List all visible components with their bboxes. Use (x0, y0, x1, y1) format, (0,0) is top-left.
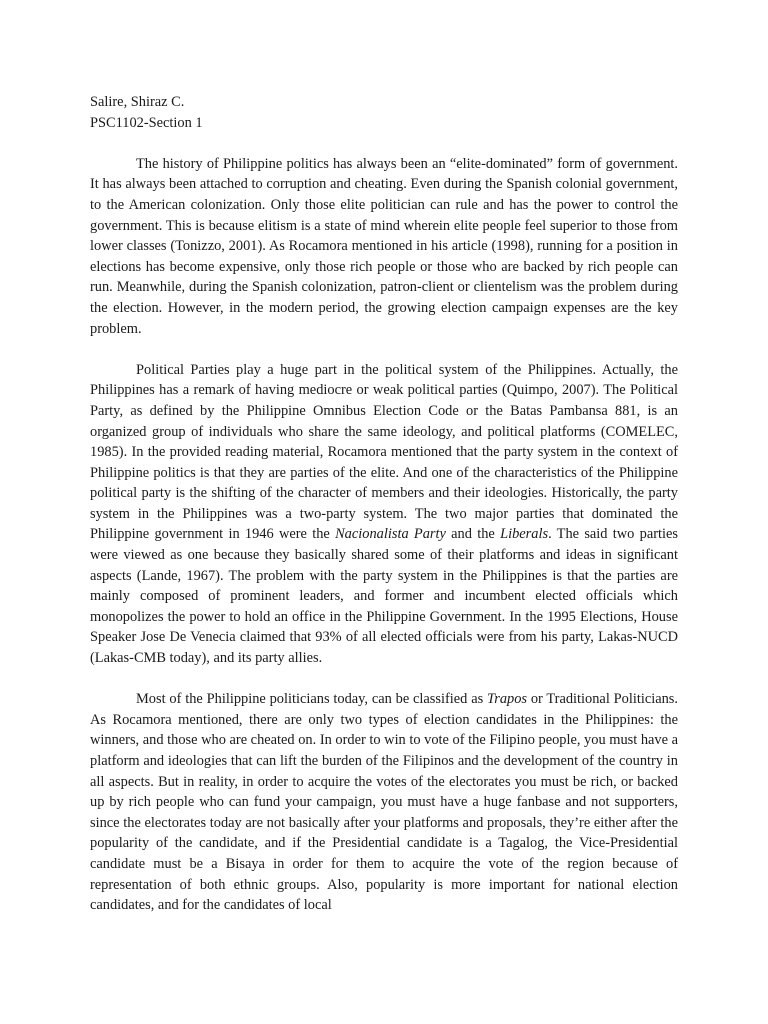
paragraph-3-text-a: Most of the Philippine politicians today, can be classified as (136, 691, 488, 708)
paragraph-1 (90, 154, 678, 339)
paragraph-3-italic-trapos: Trapos (487, 691, 528, 708)
course-section: PSC1102-Section 1 (90, 114, 203, 131)
paragraph-1-text: The history of Philippine politics has always been an “elite-dominated” form of government. It has always been attached to corruption and cheating. Even during the Spanish colonial government, to the American colonization. Only those elite politician can rule and has the power to control the government. This is because elitism is a state of mind wherein elite people feel superior to those from lower classes (Tonizzo, 2001). As Rocamora mentioned in his article (1998), running for a position in elections has become expensive, only those rich people or those who are backed by rich people can run. Meanwhile, during the Spanish colonization, patron-client or clientelism was the problem during the election. However, in the modern period, the growing election campaign expenses are the key problem. (90, 155, 678, 337)
spacer (90, 133, 678, 154)
spacer (90, 339, 678, 360)
paragraph-2 (90, 360, 678, 669)
paragraph-2-italic-liberals: Liberals (500, 526, 549, 543)
paragraph-2-italic-nacionalista: Nacionalista Party (335, 526, 446, 543)
paragraph-3-text-b: or Traditional Politicians. As Rocamora mentioned, there are only two types of election candidates in the Philippines: the winners, and those who are cheated on. In order to win to vote of the Filipino people, you must have a platform and ideologies that can lift the burden of the Filipinos and the development of the country in all aspects. But in reality, in order to acquire the votes of the electorates you must be rich, or backed up by rich people who can fund your campaign, you must have a huge fanbase and not supporters, since the electorates today are not basically after your platforms and proposals, they’re either after the popularity of the candidate, and if the Presidential candidate is a Tagalog, the Vice-Presidential candidate must be a Bisaya in order for them to acquire the vote of the region because of representation of both ethnic groups. Also, popularity is more important for national election candidates, and for the candidates of local (90, 691, 678, 914)
paragraph-2-text-b: and the (445, 526, 501, 543)
paragraph-2-text-a: Political Parties play a huge part in the political system of the Philippines. Actually, the Philippines has a remark of having mediocre or weak political parties (Quimpo, 2007). The Political Party, as defined by the Philippine Omnibus Election Code or the Batas Pambansa 881, is an organized group of individuals who share the same ideology, and political platforms (COMELEC, 1985). In the provided reading material, Rocamora mentioned that the party system in the context of Philippine politics is that they are parties of the elite. And one of the characteristics of the Philippine political party is the shifting of the character of members and their ideologies. Historically, the party system in the Philippines was a two-party system. The two major parties that dominated the Philippine government in 1946 were the (90, 361, 678, 543)
paragraph-3 (90, 689, 678, 916)
author-name: Salire, Shiraz C. (90, 94, 185, 110)
spacer (90, 669, 678, 690)
paragraph-2-text-c: . The said two parties were viewed as one because they basically shared some of their platforms and ideas in significant aspects (Lande, 1967). The problem with the party system in the Philippines is that the parties are mainly composed of prominent leaders, and former and incumbent elected officials which monopolizes the power to hold an office in the Philippine Government. In the 1995 Elections, House Speaker Jose De Venecia claimed that 93% of all elected officials were from his party, Lakas-NUCD (Lakas-CMB today), and its party allies. (90, 526, 678, 667)
document-page (90, 92, 678, 916)
